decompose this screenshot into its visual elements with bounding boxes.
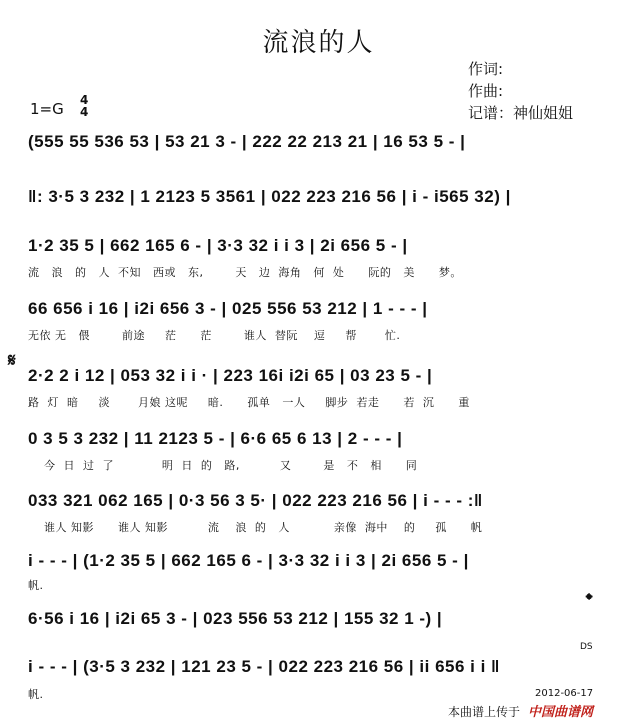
staff-line-10: i - - - | (3·5 3 232 | 121 23 5 - | 022 223 216 56 | ii 656 i i ‖ xyxy=(28,657,501,676)
site-logo: 中国曲谱网 xyxy=(528,705,594,720)
segno-sign: 𝄋 xyxy=(8,350,16,371)
lyric-line-7: 谁人 知影 谁人 知影 流 浪 的 人 亲像 海中 的 孤 帆 xyxy=(28,521,483,534)
lyric-line-6: 今 日 过 了 明 日 的 路, 又 是 不 相 同 xyxy=(28,459,418,472)
staff-line-4: 66 656 i 16 | i2i 656 3 - | 025 556 53 212 | 1 - - - | xyxy=(28,299,428,318)
staff-line-6: 0 3 5 3 232 | 11 2123 5 - | 6·6 65 6 13 | 2 - - - | xyxy=(28,429,403,448)
upload-date: 2012-06-17 xyxy=(535,688,594,699)
time-signature xyxy=(80,94,88,118)
staff-line-7: 033 321 062 165 | 0·3 56 3 5· | 022 223 216 56 | i - - - :‖ xyxy=(28,491,483,510)
lyric-line-8: 帆. xyxy=(28,579,44,592)
lyricist-credit: 作词: xyxy=(468,60,504,78)
staff-line-3: 1·2 35 5 | 662 165 6 - | 3·3 32 i i 3 | 2i 656 5 - | xyxy=(28,236,408,255)
staff-line-8: i - - - | (1·2 35 5 | 662 165 6 - | 3·3 32 i i 3 | 2i 656 5 - | xyxy=(28,551,469,570)
time-numerator: 4 xyxy=(80,93,89,107)
staff-line-1: (555 55 536 53 | 53 21 3 - | 222 22 213 21 | 16 53 5 - | xyxy=(28,132,466,151)
staff-line-5: 2·2 2 i 12 | 053 32 i i · | 223 16i i2i 65 | 03 23 5 - | xyxy=(28,366,433,385)
lyric-line-4: 无依 无 偎 前途 茫 茫 谁人 替阮 逗 帮 忙. xyxy=(28,329,401,342)
transcriber-credit: 记谱：神仙姐姐 xyxy=(468,104,574,122)
ds-marking: DS xyxy=(580,642,593,652)
time-denominator: 4 xyxy=(80,105,89,119)
lyric-line-3: 流 浪 的 人 不知 西或 东, 天 边 海角 何 处 阮的 美 梦。 xyxy=(28,266,462,279)
song-title: 流浪的人 xyxy=(262,28,375,58)
lyric-line-5: 路 灯 暗 淡 月娘 这呢 暗. 孤单 一人 脚步 若走 若 沉 重 xyxy=(28,396,470,409)
key-signature: 1=G xyxy=(30,100,64,118)
staff-line-2: ‖: 3·5 3 232 | 1 2123 5 3561 | 022 223 216 56 | i - i565 32) | xyxy=(28,187,511,206)
upload-note: 本曲谱上传于 xyxy=(448,705,521,719)
composer-credit: 作曲: xyxy=(468,82,504,100)
staff-line-9: 6·56 i 16 | i2i 65 3 - | 023 556 53 212 | 155 32 1 -) | xyxy=(28,609,443,628)
lyric-line-10: 帆. xyxy=(28,688,44,701)
coda-sign: 𝄌 xyxy=(586,590,593,611)
